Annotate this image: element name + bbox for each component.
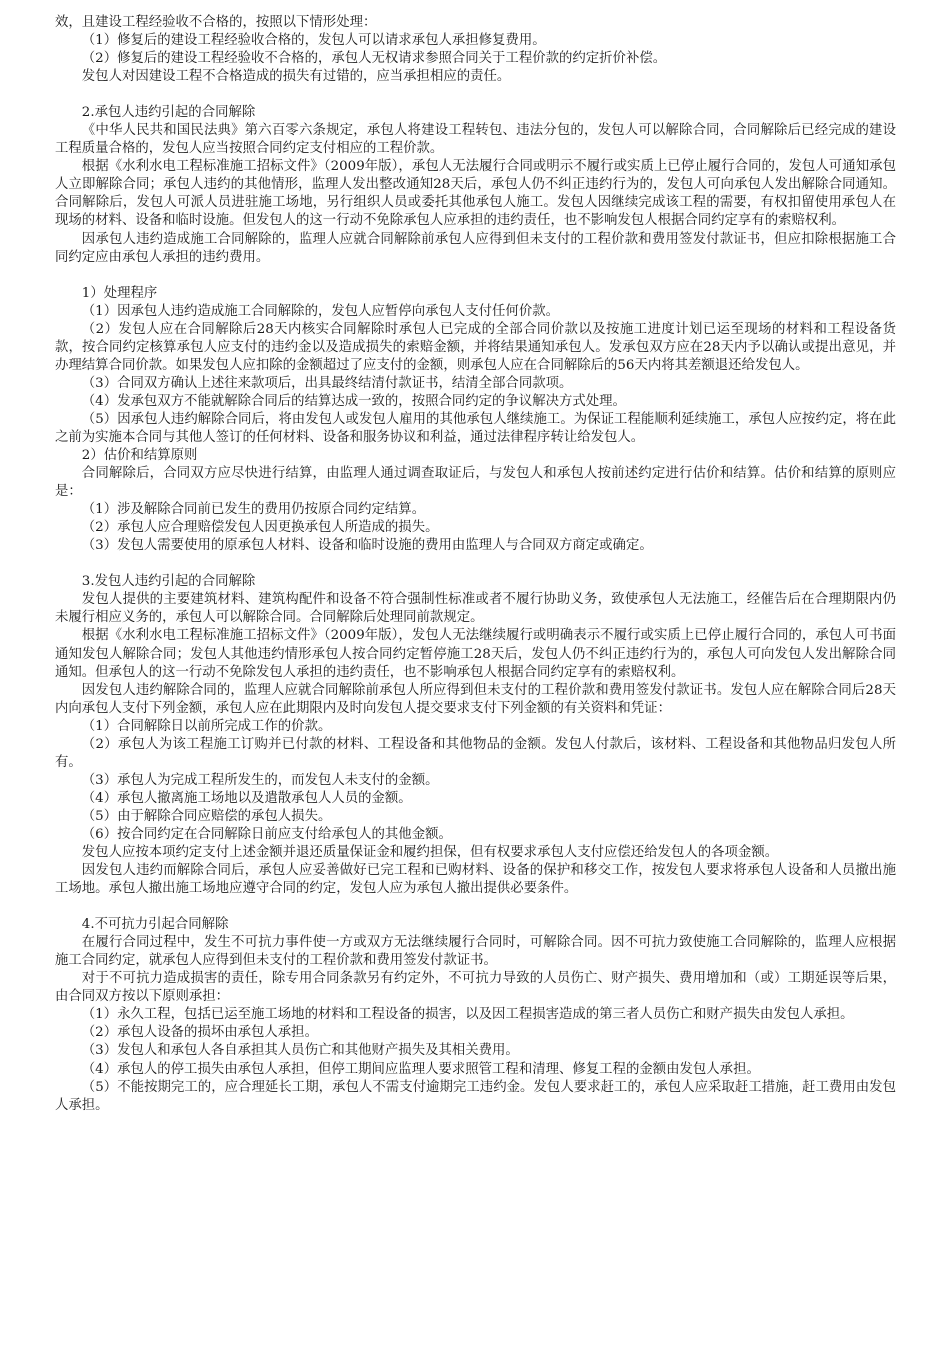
paragraph: 根据《水利水电工程标准施工招标文件》（2009年版），发包人无法继续履行或明确表示不履行或实质上已停止履行合同的，承包人可书面通知发包人解除合同；发包人其他违约情形承包人按合同约定暂停施工28天后，发包人仍不纠正违约行为的，承包人可向发包人发出解除合同通知。但承包人的这一行动不免除发包人承担的违约责任，也不影响承包人根据合同约定享有的索赔权利。 xyxy=(55,628,896,680)
paragraph: （2）承包人应合理赔偿发包人因更换承包人所造成的损失。 xyxy=(81,520,439,536)
paragraph: 效，且建设工程经验收不合格的，按照以下情形处理： xyxy=(55,15,377,30)
paragraph: （3）承包人为完成工程所发生的，而发包人未支付的金额。 xyxy=(81,772,439,788)
paragraph: （3）合同双方确认上述往来款项后，出具最终结清付款证书，结清全部合同款项。 xyxy=(81,375,573,391)
section-heading: 4.不可抗力引起合同解除 xyxy=(81,917,229,933)
paragraph: （1）涉及解除合同前已发生的费用仍按原合同约定结算。 xyxy=(81,502,426,518)
paragraph: （3）发包人需要使用的原承包人材料、设备和临时设施的费用由监理人与合同双方商定或确定。 xyxy=(81,538,653,554)
paragraph: （5）由于解除合同应赔偿的承包人损失。 xyxy=(81,808,332,824)
paragraph: （1）因承包人违约造成施工合同解除的，发包人应暂停向承包人支付任何价款。 xyxy=(81,303,559,319)
paragraph: 发包人提供的主要建筑材料、建筑构配件和设备不符合强制性标准或者不履行协助义务，致使承包人无法施工，经催告后在合理期限内仍未履行相应义务的，承包人可以解除合同。合同解除后处理同前款规定。 xyxy=(55,592,896,626)
paragraph: （4）承包人的停工损失由承包人承担，但停工期间应监理人要求照管工程和清理、修复工程的金额由发包人承担。 xyxy=(81,1061,760,1077)
section-heading: 3.发包人违约引起的合同解除 xyxy=(81,574,256,590)
section-gap xyxy=(55,898,896,916)
paragraph: （2）修复后的建设工程经验收不合格的，承包人无权请求参照合同关于工程价款的约定折价补偿。 xyxy=(81,51,667,67)
paragraph: （6）按合同约定在合同解除日前应支付给承包人的其他金额。 xyxy=(81,826,452,842)
paragraph: （1）修复后的建设工程经验收合格的，发包人可以请求承包人承担修复费用。 xyxy=(81,33,546,49)
paragraph: 合同解除后，合同双方应尽快进行结算，由监理人通过调查取证后，与发包人和承包人按前述约定进行估价和结算。估价和结算的原则应是： xyxy=(55,466,896,500)
section-gap xyxy=(55,555,896,573)
paragraph: 因承包人违约造成施工合同解除的，监理人应就合同解除前承包人应得到但未支付的工程价款和费用签发付款证书，但应扣除根据施工合同约定应由承包人承担的违约费用。 xyxy=(55,231,896,265)
section-heading: 2）估价和结算原则 xyxy=(81,448,198,464)
paragraph: （3）发包人和承包人各自承担其人员伤亡和其他财产损失及其相关费用。 xyxy=(81,1043,519,1059)
section-heading: 1）处理程序 xyxy=(81,285,158,301)
paragraph: 因发包人违约而解除合同后，承包人应妥善做好已完工程和已购材料、设备的保护和移交工作，按发包人要求将承包人设备和人员撤出施工场地。承包人撤出施工场地应遵守合同的约定，发包人应为承包人撤出提供必要条件。 xyxy=(55,863,896,897)
paragraph: （1）永久工程，包括已运至施工场地的材料和工程设备的损害，以及因工程损害造成的第三者人员伤亡和财产损失由发包人承担。 xyxy=(81,1007,854,1023)
paragraph: 发包人应按本项约定支付上述金额并退还质量保证金和履约担保，但有权要求承包人支付应偿还给发包人的各项金额。 xyxy=(81,845,779,861)
paragraph: 《中华人民共和国民法典》第六百零六条规定，承包人将建设工程转包、违法分包的，发包人可以解除合同，合同解除后已经完成的建设工程质量合格的，发包人应当按照合同约定支付相应的工程价款。 xyxy=(55,123,896,157)
paragraph: （2）承包人设备的损坏由承包人承担。 xyxy=(81,1025,318,1041)
section-gap xyxy=(55,267,896,285)
paragraph: 因发包人违约解除合同的，监理人应就合同解除前承包人所应得到但未支付的工程价款和费用签发付款证书。发包人应在解除合同后28天内向承包人支付下列金额，承包人应在此期限内及时向发包人提交要求支付下列金额的有关资料和凭证： xyxy=(55,682,896,716)
section-gap xyxy=(55,86,896,104)
paragraph: （2）发包人应在合同解除后28天内核实合同解除时承包人已完成的全部合同价款以及按施工进度计划已运至现场的材料和工程设备货款，按合同约定核算承包人应支付的违约金以及造成损失的索赔金额，并将结果通知承包人。发承包双方应在28天内予以确认或提出意见，并办理结算合同价款。如果发包人应扣除的金额超过了应支付的金额，则承包人应在合同解除后的56天内将其差额退还给发包人。 xyxy=(55,321,896,373)
paragraph: （5）因承包人违约解除合同后，将由发包人或发包人雇用的其他承包人继续施工。为保证工程能顺利延续施工，承包人应按约定，将在此之前为实施本合同与其他人签订的任何材料、设备和服务协议和利益，通过法律程序转让给发包人。 xyxy=(55,411,896,445)
paragraph: （5）不能按期完工的，应合理延长工期，承包人不需支付逾期完工违约金。发包人要求赶工的，承包人应采取赶工措施，赶工费用由发包人承担。 xyxy=(55,1079,896,1113)
paragraph: 根据《水利水电工程标准施工招标文件》（2009年版），承包人无法履行合同或明示不履行或实质上已停止履行合同的，发包人可通知承包人立即解除合同；承包人违约的其他情形，监理人发出整改通知28天后，承包人仍不纠正违约行为的，发包人可向承包人发出解除合同通知。合同解除后，发包人可派人员进驻施工场地，另行组织人员或委托其他承包人施工。发包人因继续完成该工程的需要，有权扣留使用承包人在现场的材料、设备和临时设施。但发包人的这一行动不免除承包人应承担的违约责任，也不影响发包人根据合同约定享有的索赔权利。 xyxy=(55,159,896,229)
paragraph: 在履行合同过程中，发生不可抗力事件使一方或双方无法继续履行合同时，可解除合同。因不可抗力致使施工合同解除的，监理人应根据施工合同约定，就承包人应得到但未支付的工程价款和费用签发付款证书。 xyxy=(55,935,896,969)
paragraph: 发包人对因建设工程不合格造成的损失有过错的，应当承担相应的责任。 xyxy=(81,69,511,85)
paragraph: （2）承包人为该工程施工订购并已付款的材料、工程设备和其他物品的金额。发包人付款后，该材料、工程设备和其他物品归发包人所有。 xyxy=(55,736,896,770)
paragraph: 对于不可抗力造成损害的责任，除专用合同条款另有约定外，不可抗力导致的人员伤亡、财产损失、费用增加和（或）工期延误等后果，由合同双方按以下原则承担： xyxy=(55,971,896,1005)
section-heading: 2.承包人违约引起的合同解除 xyxy=(81,105,256,121)
paragraph: （1）合同解除日以前所完成工作的价款。 xyxy=(81,718,332,734)
paragraph: （4）承包人撤离施工场地以及遣散承包人人员的金额。 xyxy=(81,790,412,806)
paragraph: （4）发承包双方不能就解除合同后的结算达成一致的，按照合同约定的争议解决方式处理。 xyxy=(81,393,626,409)
